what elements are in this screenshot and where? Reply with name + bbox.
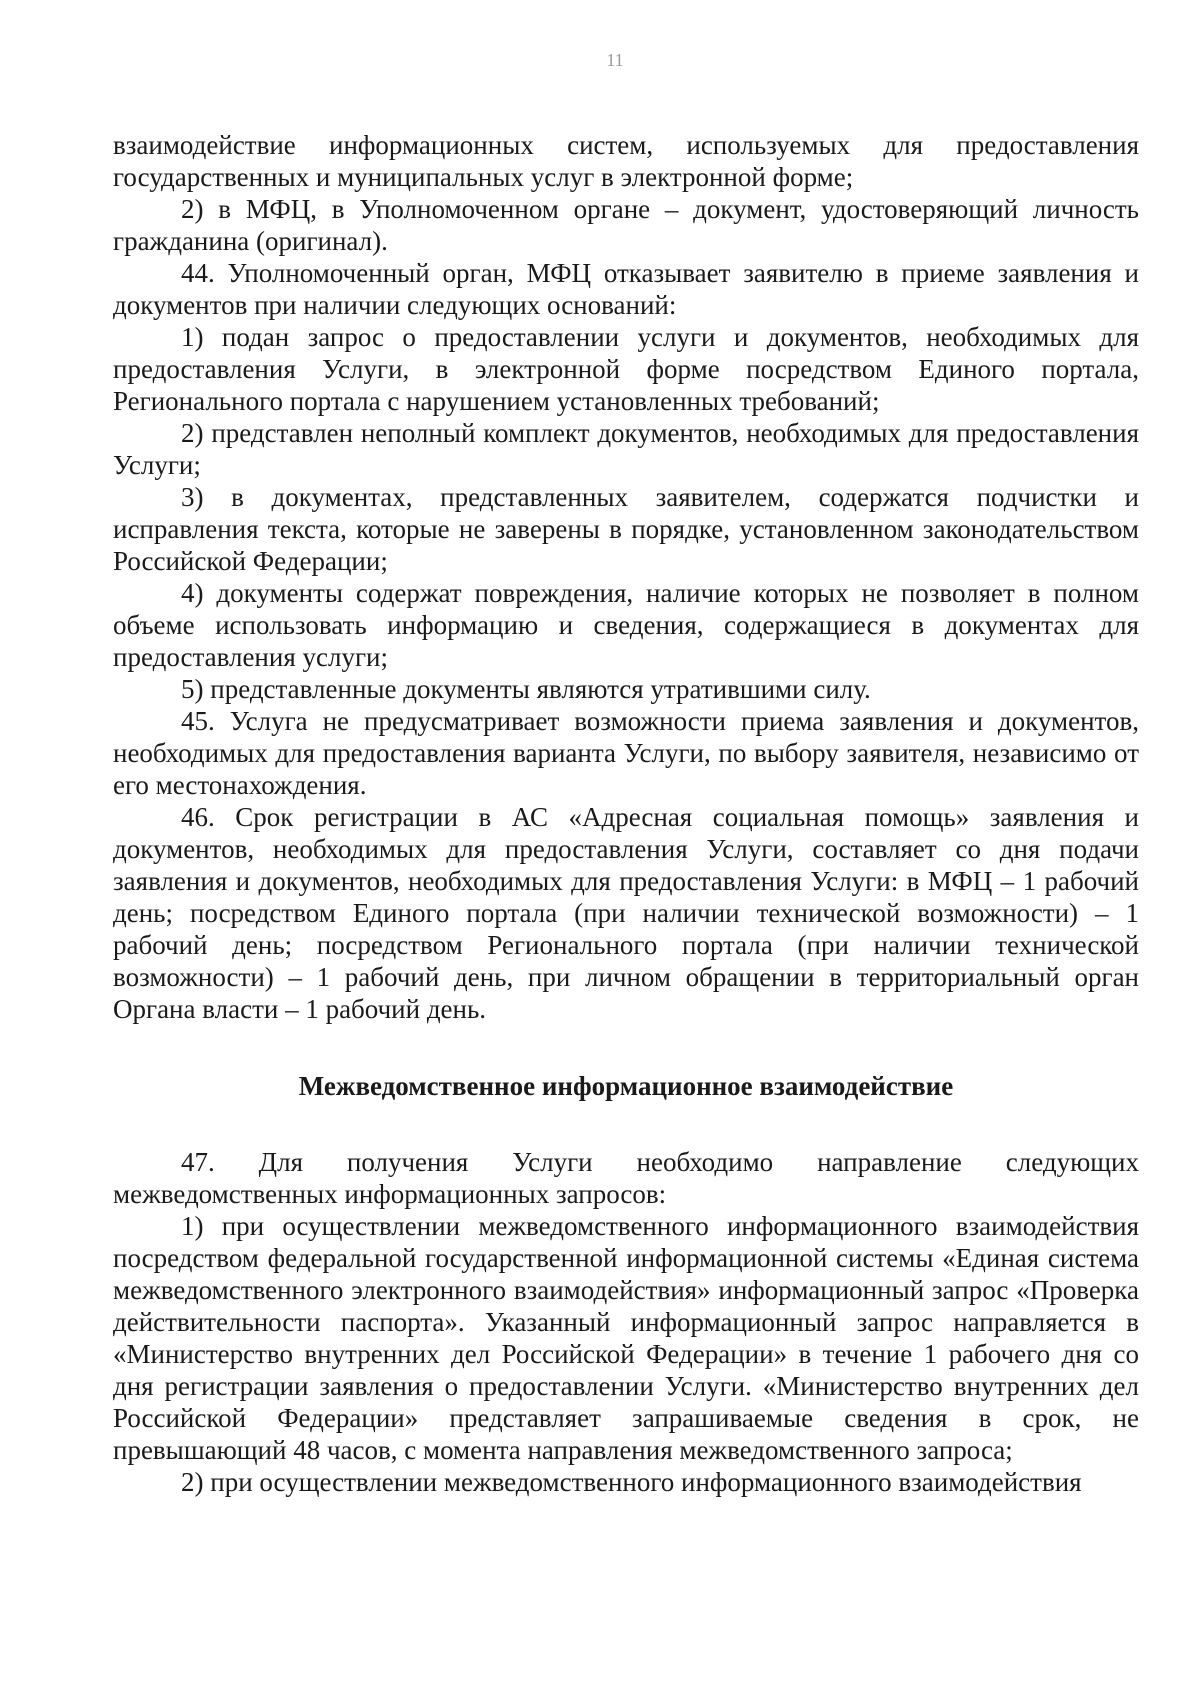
document-body xyxy=(113,129,1139,1498)
page-number: 11 xyxy=(606,50,624,70)
paragraph-refusal-4: 4) документы содержат повреждения, наличие которых не позволяет в полном объеме использовать информацию и сведения, содержащиеся в документах для предоставления услуги; xyxy=(113,578,1139,672)
section-heading: Межведомственное информационное взаимодействие xyxy=(298,1071,954,1101)
paragraph-clause-46: 46. Срок регистрации в АС «Адресная социальная помощь» заявления и документов, необходимых для предоставления Услуги, составляет со дня подачи заявления и документов, необходимых для предоставления Услуги: в МФЦ – 1 рабочий день; посредством Единого портала (при наличии технической возможности) – 1 рабочий день; посредством Регионального портала (при наличии технической возможности) – 1 рабочий день, при личном обращении в территориальный орган Органа власти – 1 рабочий день. xyxy=(113,802,1139,1024)
paragraph-refusal-5: 5) представленные документы являются утратившими силу. xyxy=(181,674,871,704)
paragraph-continuation: взаимодействие информационных систем, используемых для предоставления государственных и муниципальных услуг в электронной форме; xyxy=(113,130,1139,192)
paragraph-request-2: 2) при осуществлении межведомственного информационного взаимодействия xyxy=(181,1467,1082,1497)
paragraph-refusal-2: 2) представлен неполный комплект документов, необходимых для предоставления Услуги; xyxy=(113,418,1139,480)
paragraph-clause-47: 47. Для получения Услуги необходимо направление следующих межведомственных информационных запросов: xyxy=(113,1147,1139,1209)
paragraph-clause-45: 45. Услуга не предусматривает возможности приема заявления и документов, необходимых для предоставления варианта Услуги, по выбору заявителя, независимо от его местонахождения. xyxy=(113,706,1139,800)
paragraph-refusal-1: 1) подан запрос о предоставлении услуги и документов, необходимых для предоставления Услуги, в электронной форме посредством Единого портала, Регионального портала с нарушением установленных требований; xyxy=(113,322,1139,416)
paragraph-request-1: 1) при осуществлении межведомственного информационного взаимодействия посредством федеральной государственной информационной системы «Единая система межведомственного электронного взаимодействия» информационный запрос «Проверка действительности паспорта». Указанный информационный запрос направляется в «Министерство внутренних дел Российской Федерации» в течение 1 рабочего дня со дня регистрации заявления о предоставлении Услуги. «Министерство внутренних дел Российской Федерации» представляет запрашиваемые сведения в срок, не превышающий 48 часов, с момента направления межведомственного запроса; xyxy=(113,1211,1139,1465)
paragraph-refusal-3: 3) в документах, представленных заявителем, содержатся подчистки и исправления текста, которые не заверены в порядке, установленном законодательством Российской Федерации; xyxy=(113,482,1139,576)
paragraph-clause-44: 44. Уполномоченный орган, МФЦ отказывает заявителю в приеме заявления и документов при наличии следующих оснований: xyxy=(113,258,1139,320)
paragraph-item-2-mfc: 2) в МФЦ, в Уполномоченном органе – документ, удостоверяющий личность гражданина (оригинал). xyxy=(113,194,1139,256)
